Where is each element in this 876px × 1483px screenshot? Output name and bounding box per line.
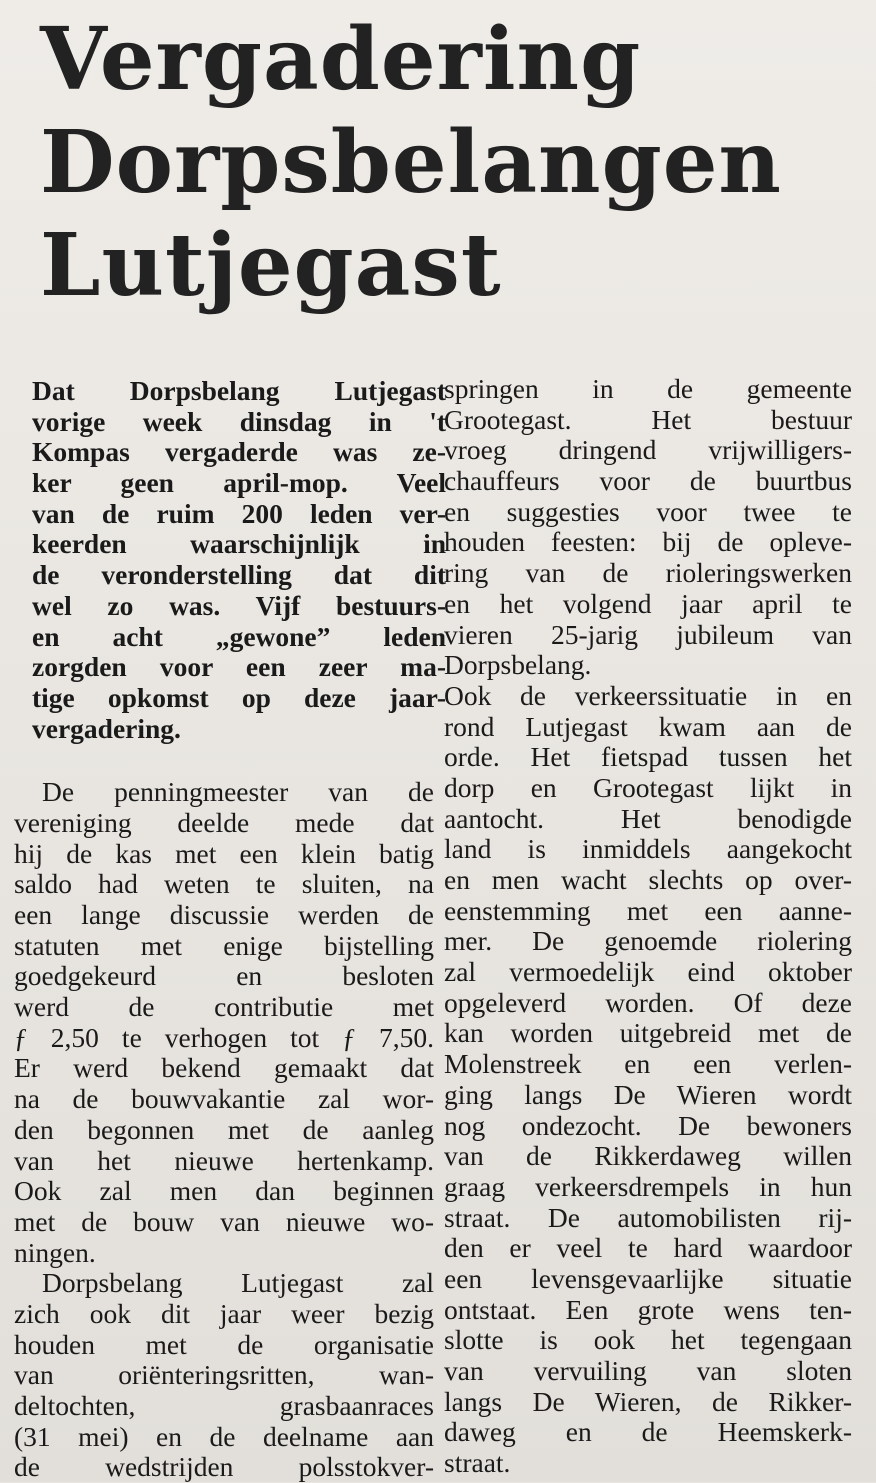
text-line: Molenstreek en een verlen-	[444, 1048, 852, 1080]
text-line: van oriënteringsritten, wan-	[14, 1359, 434, 1391]
text-line: chauffeurs voor de buurtbus	[444, 465, 852, 497]
text-line: den begonnen met de aanleg	[14, 1113, 434, 1145]
text-line: keerden waarschijnlijk in	[32, 528, 446, 560]
text-line: en acht „gewone” leden	[32, 620, 446, 652]
text-line: den er veel te hard waardoor	[444, 1232, 852, 1264]
text-line: werd de contributie met	[14, 991, 434, 1023]
text-line: eenstemming met een aanne-	[444, 894, 852, 926]
right-column	[444, 374, 852, 1479]
text-line: straat. De automobilisten rij-	[444, 1201, 852, 1233]
body-paragraph	[444, 681, 852, 1479]
text-line: zich ook dit jaar weer bezig	[14, 1297, 434, 1329]
text-line: van het nieuwe hertenkamp.	[14, 1144, 434, 1176]
text-line: en het volgend jaar april te	[444, 587, 852, 619]
text-line: vergadering.	[32, 712, 181, 744]
text-line: vieren 25-jarig jubileum van	[444, 618, 852, 650]
text-line: daweg en de Heemskerk-	[444, 1416, 852, 1448]
lead-paragraph	[14, 375, 446, 744]
text-line: van de Rikkerdaweg willen	[444, 1140, 852, 1172]
text-line: Ook de verkeerssituatie in en	[444, 679, 852, 711]
text-line: dorp en Grootegast lijkt in	[444, 771, 852, 803]
text-line: de wedstrijden polsstokver-	[14, 1451, 434, 1483]
body-paragraph	[14, 777, 434, 1268]
text-line: en suggesties voor twee te	[444, 495, 852, 527]
text-line: land is inmiddels aangekocht	[444, 833, 852, 865]
text-line: wel zo was. Vijf bestuurs-	[32, 589, 446, 621]
headline-line: Vergadering	[40, 9, 642, 110]
left-column	[14, 375, 446, 1483]
text-line: van vervuiling van sloten	[444, 1355, 852, 1386]
text-line: hij de kas met een klein batig	[14, 837, 434, 869]
text-line: vroeg dringend vrijwilligers-	[444, 434, 852, 466]
text-line: Dorpsbelang.	[444, 649, 592, 681]
body-paragraph	[444, 374, 852, 681]
text-line: ƒ 2,50 te verhogen tot ƒ 7,50.	[14, 1021, 434, 1053]
text-line: Ook zal men dan beginnen	[14, 1175, 434, 1207]
text-line: tige opkomst op deze jaar-	[32, 681, 446, 713]
body-paragraph	[14, 1268, 434, 1483]
text-line: springen in de gemeente	[444, 373, 852, 404]
text-line: deltochten, grasbaanraces	[14, 1390, 434, 1421]
text-line: kan worden uitgebreid met de	[444, 1017, 852, 1049]
headline-line: Lutjegast	[40, 215, 502, 316]
text-line: slotte is ook het tegengaan	[444, 1324, 852, 1356]
text-line: rond Lutjegast kwam aan de	[444, 710, 852, 742]
text-line: houden feesten: bij de opleve-	[444, 526, 852, 558]
text-line: Dat Dorpsbelang Lutjegast	[32, 375, 446, 406]
text-line: van de ruim 200 leden ver-	[32, 497, 446, 529]
text-line: houden met de organisatie	[14, 1328, 434, 1360]
text-line: straat.	[444, 1447, 511, 1479]
text-line: aantocht. Het benodigde	[444, 802, 852, 834]
text-line: mer. De genoemde riolering	[444, 925, 852, 957]
headline-line: Dorpsbelangen	[40, 112, 782, 213]
text-line: en men wacht slechts op over-	[444, 864, 852, 895]
text-line: ker geen april-mop. Veel	[32, 467, 446, 499]
text-line: ring van de rioleringswerken	[444, 557, 852, 589]
text-line: (31 mei) en de deelname aan	[14, 1420, 434, 1452]
text-line: De penningmeester van de	[42, 776, 434, 808]
text-line: de veronderstelling dat dit	[32, 559, 446, 591]
text-line: Kompas vergaderde was ze-	[32, 436, 446, 468]
text-line: langs De Wieren, de Rikker-	[444, 1385, 852, 1417]
text-line: ontstaat. Een grote wens ten-	[444, 1293, 852, 1325]
text-line: een lange discussie werden de	[14, 899, 434, 930]
text-line: zorgden voor een zeer ma-	[32, 651, 446, 683]
text-line: ningen.	[14, 1236, 96, 1268]
text-line: met de bouw van nieuwe wo-	[14, 1205, 434, 1237]
text-line: goedgekeurd en besloten	[14, 960, 434, 992]
headline	[40, 8, 860, 317]
text-line: zal vermoedelijk eind oktober	[444, 956, 852, 988]
text-line: graag verkeersdrempels in hun	[444, 1170, 852, 1202]
text-line: Er werd bekend gemaakt dat	[14, 1052, 434, 1084]
text-line: vereniging deelde mede dat	[14, 806, 434, 838]
text-line: statuten met enige bijstelling	[14, 929, 434, 961]
text-line: een levensgevaarlijke situatie	[444, 1262, 852, 1294]
text-line: saldo had weten te sluiten, na	[14, 868, 434, 900]
text-line: vorige week dinsdag in 't	[32, 405, 446, 437]
text-line: nog ondezocht. De bewoners	[444, 1109, 852, 1141]
text-line: Dorpsbelang Lutjegast zal	[42, 1267, 434, 1299]
text-line: orde. Het fietspad tussen het	[444, 741, 852, 773]
text-line: na de bouwvakantie zal wor-	[14, 1083, 434, 1115]
text-line: opgeleverd worden. Of deze	[444, 986, 852, 1018]
text-line: Grootegast. Het bestuur	[444, 403, 852, 435]
text-line: ging langs De Wieren wordt	[444, 1078, 852, 1110]
